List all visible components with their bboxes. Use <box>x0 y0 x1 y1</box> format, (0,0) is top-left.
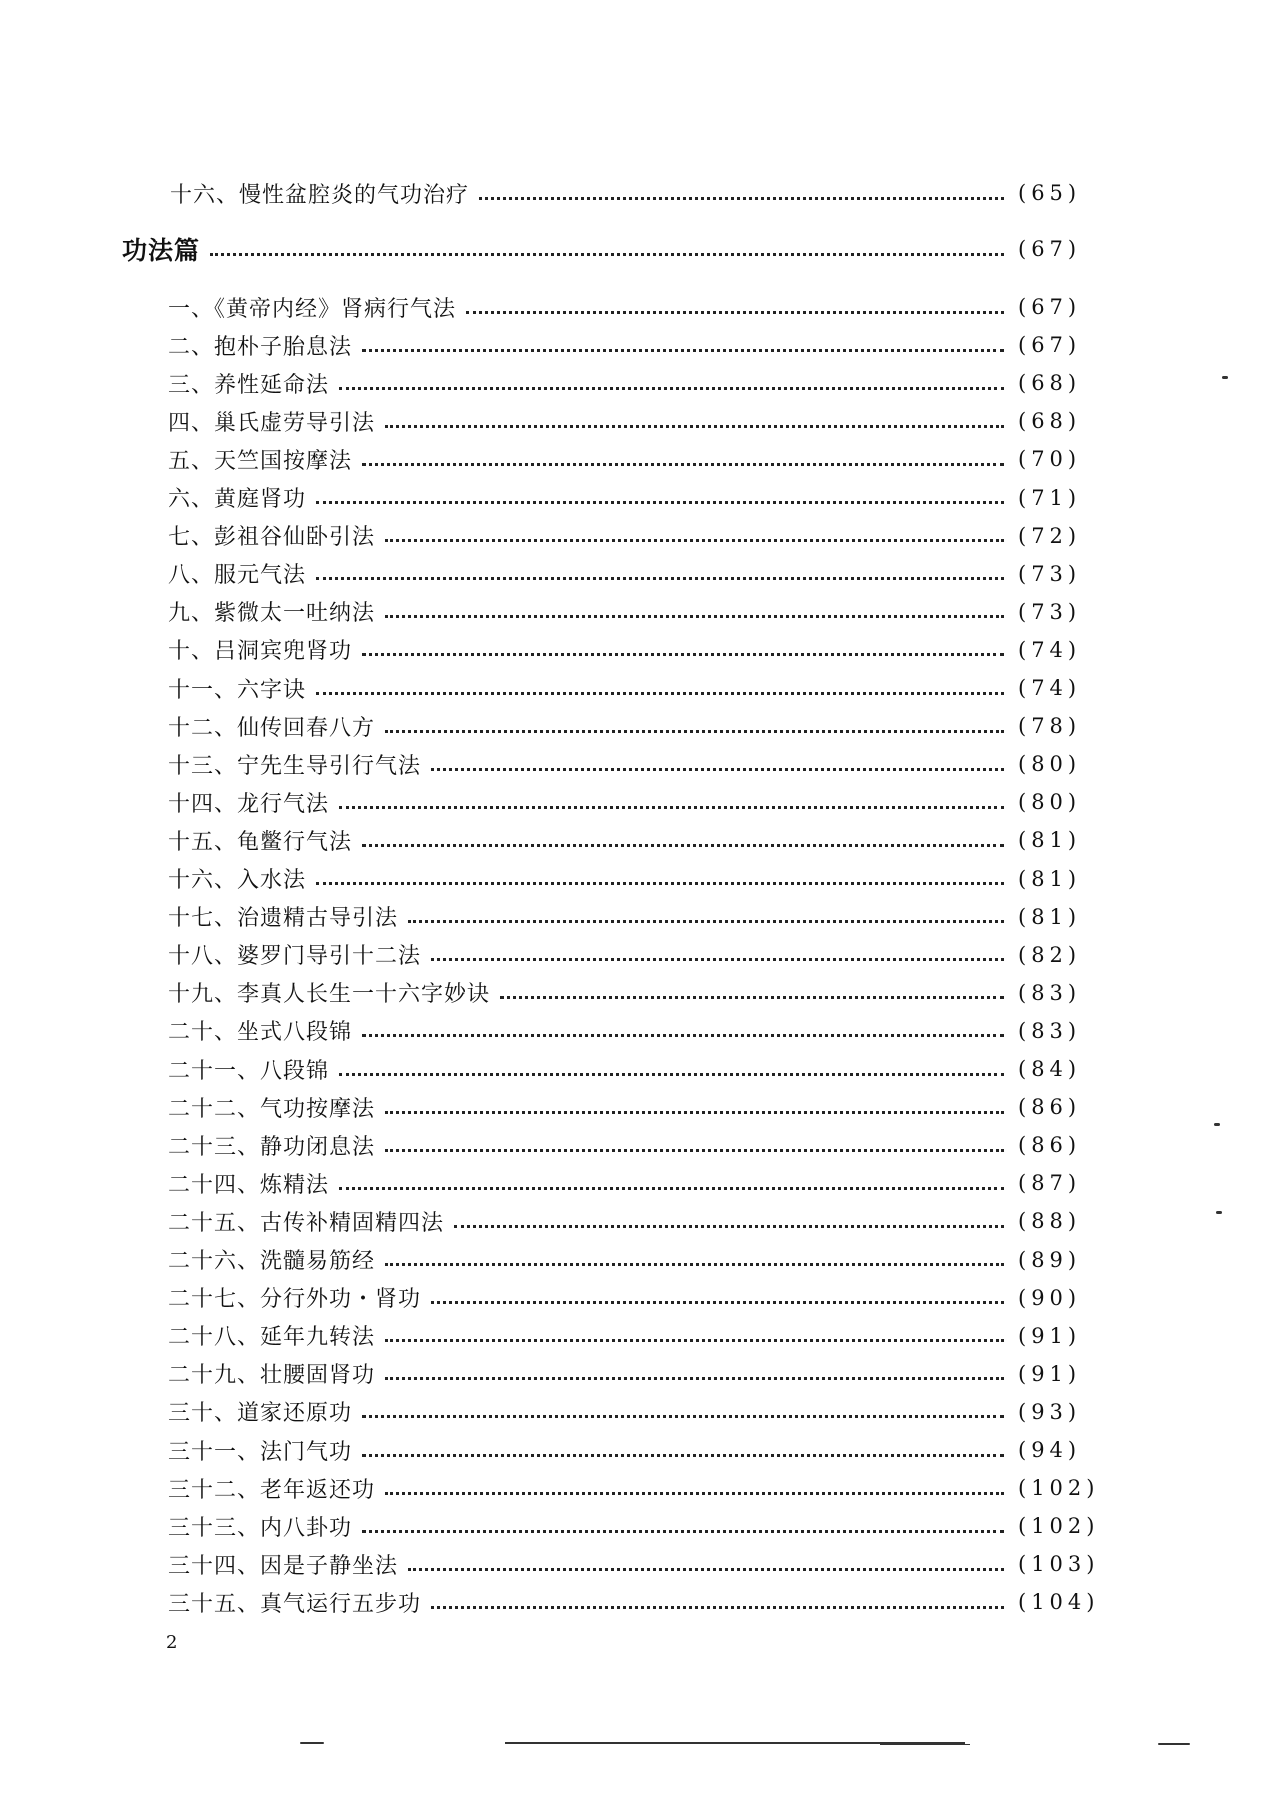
toc-entry-page: (80) <box>1018 790 1082 815</box>
toc-entry[interactable] <box>168 823 1100 857</box>
toc-entry[interactable] <box>168 1357 1100 1391</box>
toc-entry-page: (93) <box>1018 1399 1082 1424</box>
toc-entry-page: (78) <box>1018 714 1082 739</box>
toc-entry-page: (102) <box>1018 1476 1100 1501</box>
toc-entry-title: 十一、六字诀 <box>168 677 307 703</box>
toc-entry-title: 六、黄庭肾功 <box>168 487 307 512</box>
dot-leader <box>362 1415 1004 1418</box>
toc-entry[interactable] <box>168 328 1100 362</box>
toc-entry[interactable] <box>168 481 1100 515</box>
toc-entry-title: 十三、宁先生导引行气法 <box>168 753 422 779</box>
toc-entry-title: 三十四、因是子静坐法 <box>168 1553 399 1579</box>
dot-leader <box>408 920 1004 923</box>
toc-entry-page: (84) <box>1018 1057 1082 1081</box>
toc-entry-page: (81) <box>1018 828 1082 853</box>
toc-entry-page: (86) <box>1018 1133 1082 1158</box>
toc-entry[interactable] <box>168 1509 1100 1543</box>
dot-leader <box>362 349 1004 352</box>
toc-entry[interactable] <box>168 1471 1100 1505</box>
toc-section-heading[interactable] <box>122 232 1100 266</box>
toc-entry-title: 十六、入水法 <box>168 868 307 893</box>
toc-entry-title: 二十三、静功闭息法 <box>168 1134 376 1160</box>
toc-entry-page: (71) <box>1018 485 1082 510</box>
toc-entry-title: 二十五、古传补精固精四法 <box>168 1210 445 1236</box>
toc-entry-page: (67) <box>1018 295 1082 319</box>
toc-entry[interactable] <box>168 595 1100 629</box>
dot-leader <box>210 253 1004 256</box>
toc-entry-title: 五、天竺国按摩法 <box>168 448 353 474</box>
toc-entry-page: (90) <box>1018 1285 1082 1310</box>
toc-entry[interactable] <box>168 976 1100 1010</box>
toc-entry[interactable] <box>168 938 1100 972</box>
dot-leader <box>385 539 1004 542</box>
toc-entry[interactable] <box>168 1204 1100 1238</box>
dot-leader <box>408 1568 1004 1571</box>
scan-speck <box>1222 376 1228 379</box>
toc-entry[interactable] <box>168 1319 1100 1353</box>
toc-entry[interactable] <box>168 709 1100 743</box>
toc-entry[interactable] <box>168 442 1100 476</box>
toc-entry-title: 二十八、延年九转法 <box>168 1325 376 1351</box>
dot-leader <box>362 463 1004 466</box>
toc-entry-page: (72) <box>1018 523 1082 548</box>
toc-entry[interactable] <box>168 671 1100 705</box>
toc-entry-title: 三、养性延命法 <box>168 372 330 398</box>
dot-leader <box>431 1606 1004 1609</box>
dot-leader <box>316 577 1004 580</box>
toc-entry-page: (73) <box>1018 561 1082 586</box>
toc-entry-title: 二十七、分行外功・肾功 <box>168 1287 422 1313</box>
page-number: 2 <box>166 1632 178 1653</box>
dot-leader <box>362 844 1004 847</box>
toc-entry[interactable] <box>168 1547 1100 1581</box>
dot-leader <box>385 425 1004 428</box>
toc-entry-title: 三十五、真气运行五步功 <box>168 1591 422 1617</box>
dot-leader <box>431 768 1004 771</box>
toc-entry-title: 三十一、法门气功 <box>168 1439 353 1465</box>
toc-entry-page: (67) <box>1018 237 1082 261</box>
dot-leader <box>316 882 1004 885</box>
dot-leader <box>316 692 1004 695</box>
toc-entry-title: 二、抱朴子胎息法 <box>168 334 353 360</box>
dot-leader <box>454 1225 1004 1228</box>
toc-entry-page: (68) <box>1018 409 1082 434</box>
toc-entry-page: (91) <box>1018 1361 1082 1386</box>
toc-entry-page: (102) <box>1018 1514 1100 1539</box>
dot-leader <box>362 1530 1004 1533</box>
dot-leader <box>385 1111 1004 1114</box>
toc-entry-title: 九、紫微太一吐纳法 <box>168 601 376 627</box>
toc-entry-title: 三十三、内八卦功 <box>168 1515 353 1541</box>
dot-leader <box>316 501 1004 504</box>
toc-entry[interactable] <box>168 1433 1100 1467</box>
toc-entry[interactable] <box>168 1128 1100 1162</box>
dot-leader <box>339 387 1004 390</box>
toc-entry-page: (81) <box>1018 904 1082 929</box>
toc-entry-page: (103) <box>1018 1552 1100 1577</box>
dot-leader <box>362 1034 1004 1037</box>
dot-leader <box>339 1187 1004 1190</box>
toc-entry-page: (70) <box>1018 447 1082 472</box>
dot-leader <box>431 958 1004 961</box>
toc-entry-title: 二十六、洗髓易筋经 <box>168 1249 376 1274</box>
scan-speck <box>1214 1123 1220 1126</box>
toc-entry[interactable] <box>168 1243 1100 1277</box>
toc-entry[interactable] <box>168 785 1100 819</box>
scan-speck <box>1158 1743 1190 1745</box>
toc-entry[interactable] <box>168 519 1100 553</box>
dot-leader <box>385 1377 1004 1380</box>
toc-entry[interactable] <box>168 1281 1100 1315</box>
dot-leader <box>479 197 1004 200</box>
dot-leader <box>385 730 1004 733</box>
toc-entry[interactable] <box>168 290 1100 324</box>
toc-entry-title: 十八、婆罗门导引十二法 <box>168 944 422 970</box>
toc-entry[interactable] <box>168 404 1100 438</box>
toc-entry[interactable] <box>168 366 1100 400</box>
toc-entry-page: (88) <box>1018 1209 1082 1234</box>
dot-leader <box>385 1263 1004 1266</box>
toc-entry-title: 八、服元气法 <box>168 563 307 589</box>
toc-entry[interactable] <box>168 1014 1100 1048</box>
toc-entry-title: 三十、道家还原功 <box>168 1401 353 1427</box>
dot-leader <box>339 1073 1004 1076</box>
toc-entry[interactable] <box>168 1052 1100 1086</box>
scan-speck <box>300 1742 324 1744</box>
dot-leader <box>500 996 1004 999</box>
toc-entry-page: (83) <box>1018 980 1082 1005</box>
toc-entry[interactable] <box>168 557 1100 591</box>
toc-entry-title: 十二、仙传回春八方 <box>168 715 376 741</box>
toc-entry-page: (91) <box>1018 1323 1082 1348</box>
toc-entry-page: (104) <box>1018 1590 1100 1615</box>
dot-leader <box>385 1492 1004 1495</box>
toc-entry-page: (65) <box>1018 181 1082 205</box>
toc-entry-title: 二十、坐式八段锦 <box>168 1020 353 1046</box>
toc-entry-title: 十九、李真人长生一十六字妙诀 <box>168 982 491 1008</box>
toc-entry-page: (94) <box>1018 1438 1082 1462</box>
toc-entry-title: 三十二、老年返还功 <box>168 1477 376 1503</box>
toc-entry-title: 十、吕洞宾兜肾功 <box>168 639 353 665</box>
toc-entry-page: (83) <box>1018 1018 1082 1043</box>
toc-entry-title: 二十二、气功按摩法 <box>168 1096 376 1122</box>
dot-leader <box>431 1301 1004 1304</box>
toc-entry[interactable] <box>168 862 1100 896</box>
toc-entry-title: 四、巢氏虚劳导引法 <box>168 410 376 436</box>
dot-leader <box>385 1149 1004 1152</box>
toc-entry-page: (73) <box>1018 599 1082 624</box>
toc-entry-page: (74) <box>1018 676 1082 700</box>
toc-entry-page: (89) <box>1018 1247 1082 1272</box>
dot-leader <box>385 615 1004 618</box>
toc-entry[interactable] <box>168 1395 1100 1429</box>
toc-entry-page: (86) <box>1018 1095 1082 1120</box>
toc-entry[interactable] <box>168 1585 1100 1619</box>
scan-speck <box>1216 1211 1222 1214</box>
dot-leader <box>466 311 1004 314</box>
toc-entry-title: 二十九、壮腰固肾功 <box>168 1363 376 1389</box>
toc-entry-page: (82) <box>1018 942 1082 967</box>
toc-entry-page: (67) <box>1018 333 1082 358</box>
dot-leader <box>362 1454 1004 1457</box>
toc-entry-title: 十七、治遗精古导引法 <box>168 906 399 932</box>
scan-line-artifact <box>880 1744 970 1745</box>
dot-leader <box>339 806 1004 809</box>
toc-entry-page: (68) <box>1018 371 1082 396</box>
toc-entry[interactable] <box>170 176 1100 210</box>
toc-entry-title: 七、彭祖谷仙卧引法 <box>168 525 376 551</box>
toc-entry[interactable] <box>168 633 1100 667</box>
toc-entry[interactable] <box>168 1166 1100 1200</box>
dot-leader <box>385 1339 1004 1342</box>
toc-entry-page: (80) <box>1018 752 1082 777</box>
toc-entry-title: 一、《黄帝内经》肾病行气法 <box>168 296 457 322</box>
toc-entry-page: (74) <box>1018 637 1082 662</box>
toc-entry-page: (81) <box>1018 866 1082 891</box>
toc-entry[interactable] <box>168 747 1100 781</box>
dot-leader <box>362 653 1004 656</box>
toc-entry-title: 十四、龙行气法 <box>168 791 330 817</box>
toc-entry-title: 十五、龟鳖行气法 <box>168 829 353 855</box>
toc-entry-title: 十六、慢性盆腔炎的气功治疗 <box>170 182 470 208</box>
toc-entry[interactable] <box>168 1090 1100 1124</box>
toc-entry[interactable] <box>168 900 1100 934</box>
toc-entry-title: 功法篇 <box>122 236 201 265</box>
toc-entry-title: 二十一、八段锦 <box>168 1058 330 1084</box>
toc-entry-title: 二十四、炼精法 <box>168 1172 330 1198</box>
toc-entry-page: (87) <box>1018 1171 1082 1196</box>
